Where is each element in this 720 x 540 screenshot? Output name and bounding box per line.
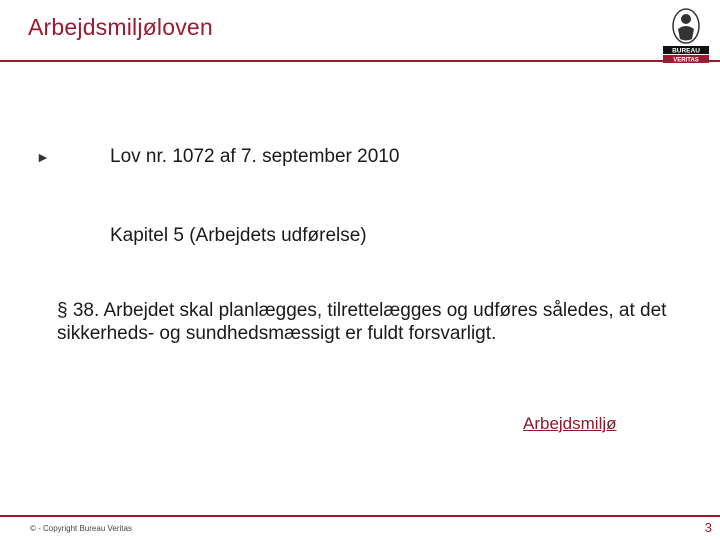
law-reference: Lov nr. 1072 af 7. september 2010 — [110, 146, 400, 167]
paragraph-text: § 38. Arbejdet skal planlægges, tilrettelægges og udføres således, at det sikkerheds- og sundhedsmæssigt er fuldt forsvarligt. — [57, 300, 667, 344]
bureau-veritas-logo-icon — [661, 5, 711, 65]
page-title: Arbejdsmiljøloven — [28, 14, 213, 40]
chapter-reference: Kapitel 5 (Arbejdets udførelse) — [110, 225, 367, 246]
copyright-text: © - Copyright Bureau Veritas — [30, 524, 132, 533]
footer-divider — [0, 515, 720, 517]
arbejdsmiljo-link[interactable]: Arbejdsmiljø — [523, 414, 617, 433]
bullet-arrow-icon: ► — [36, 149, 50, 165]
logo-text-top: BUREAU — [672, 47, 700, 55]
logo-text-bottom: VERITAS — [673, 57, 699, 64]
page-number: 3 — [704, 520, 712, 535]
